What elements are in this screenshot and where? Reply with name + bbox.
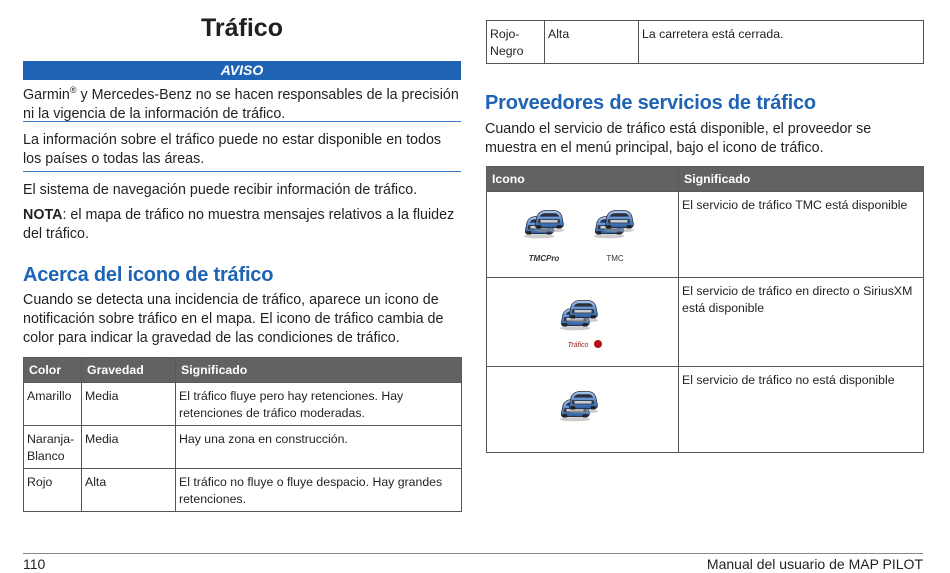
note-label: NOTA <box>23 207 63 223</box>
section-icon-intro: Cuando se detecta una incidencia de tráfico, aparece un icono de notificación sobre tráfico en el mapa. El icono de tráfico cambia de color para indicar la gravedad de las condiciones de tráfico. <box>23 292 444 346</box>
notice-text: Garmin® y Mercedes-Benz no se hacen responsables de la precisión ni la vigencia de la información de tráfico. <box>23 85 459 122</box>
table-row <box>487 192 924 278</box>
cell-gravity: Alta <box>545 21 639 64</box>
cell-meaning: El tráfico fluye pero hay retenciones. Hay retenciones de tráfico moderadas. <box>176 383 462 426</box>
cell-gravity: Media <box>82 383 176 426</box>
cell-color: Rojo <box>24 469 82 512</box>
traffic-color-table <box>23 357 462 512</box>
traffic-color-table-continued <box>486 20 924 64</box>
cell-color: Rojo-Negro <box>487 21 545 64</box>
table-row <box>24 383 462 426</box>
warning-badge-icon <box>594 340 602 348</box>
manual-title: Manual del usuario de MAP PILOT <box>706 556 923 572</box>
tmc-cars-icon <box>492 197 672 269</box>
live-traffic-cars-icon <box>492 283 672 358</box>
section-heading-icon: Acerca del icono de tráfico <box>23 264 274 286</box>
cell-meaning: Hay una zona en construcción. <box>176 426 462 469</box>
table-row <box>487 367 924 453</box>
note-paragraph: NOTA: el mapa de tráfico no muestra mensajes relativos a la fluidez del tráfico. <box>23 207 455 242</box>
column-header-gravity: Gravedad <box>82 358 176 383</box>
column-header-icon: Icono <box>487 167 679 192</box>
column-header-meaning: Significado <box>679 167 924 192</box>
cell-color: Naranja-Blanco <box>24 426 82 469</box>
icon-cell <box>487 192 679 278</box>
icon-cell <box>487 278 679 367</box>
divider <box>23 121 461 122</box>
column-header-color: Color <box>24 358 82 383</box>
trafico-caption: Tráfico <box>567 342 588 349</box>
page-title: Tráfico <box>201 14 283 42</box>
table-row <box>24 426 462 469</box>
tmc-caption: TMC <box>605 254 624 263</box>
section-providers-intro: Cuando el servicio de tráfico está disponible, el proveedor se muestra en el menú principal, bajo el icono de tráfico. <box>485 121 872 156</box>
cell-gravity: Alta <box>82 469 176 512</box>
availability-paragraph: La información sobre el tráfico puede no estar disponible en todos los países o todas las áreas. <box>23 132 442 167</box>
icon-cell <box>487 367 679 453</box>
provider-table <box>486 166 924 453</box>
cell-meaning: El servicio de tráfico TMC está disponible <box>679 192 924 278</box>
cell-meaning: El servicio de tráfico en directo o SiriusXM está disponible <box>679 278 924 367</box>
cell-meaning: El tráfico no fluye o fluye despacio. Hay grandes retenciones. <box>176 469 462 512</box>
cell-meaning: La carretera está cerrada. <box>639 21 924 64</box>
no-traffic-cars-icon <box>492 372 672 444</box>
footer-divider <box>23 553 923 554</box>
cell-meaning: El servicio de tráfico no está disponible <box>679 367 924 453</box>
tmcpro-caption: TMCPro <box>528 254 559 263</box>
receive-paragraph: El sistema de navegación puede recibir información de tráfico. <box>23 182 418 198</box>
page-number: 110 <box>23 556 46 572</box>
cell-color: Amarillo <box>24 383 82 426</box>
table-row <box>24 469 462 512</box>
table-row <box>487 278 924 367</box>
table-row <box>487 21 924 64</box>
divider <box>23 171 461 172</box>
section-heading-providers: Proveedores de servicios de tráfico <box>485 92 816 114</box>
cell-gravity: Media <box>82 426 176 469</box>
notice-label: AVISO <box>23 61 461 80</box>
column-header-meaning: Significado <box>176 358 462 383</box>
